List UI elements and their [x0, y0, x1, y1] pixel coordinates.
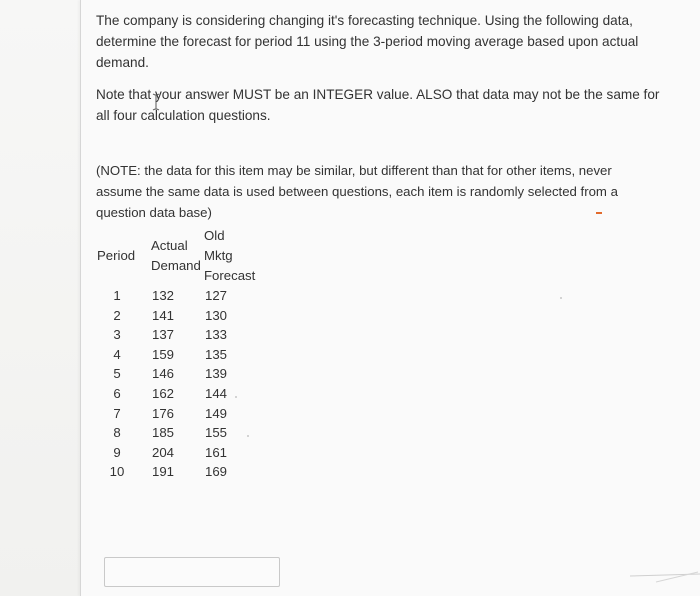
text-cursor-icon [152, 93, 160, 111]
actual-demand-cell: 137 [152, 327, 175, 343]
period-cell: 10 [109, 464, 125, 480]
pen-stroke-marks [630, 560, 700, 596]
old-forecast-cell: 127 [205, 288, 228, 303]
period-cell: 9 [113, 444, 121, 460]
old-forecast-cell: 139 [205, 366, 228, 382]
period-cell: 5 [113, 366, 121, 382]
table-row [97, 404, 264, 424]
period-cell: 8 [113, 425, 121, 441]
demand-data-table [97, 226, 264, 482]
actual-demand-cell: 146 [152, 366, 175, 382]
table-row [97, 345, 264, 365]
period-cell: 3 [113, 327, 121, 343]
old-mktg-forecast-header: Old Mktg Forecast [204, 228, 256, 283]
actual-demand-cell: 191 [152, 464, 175, 480]
old-forecast-cell: 155 [205, 425, 228, 441]
table-row [97, 306, 264, 326]
period-cell: 7 [113, 405, 121, 421]
dot-mark [247, 435, 249, 437]
old-forecast-cell: 130 [205, 307, 228, 323]
period-cell: 2 [113, 307, 121, 323]
actual-demand-cell: 132 [152, 288, 175, 303]
period-cell: 1 [113, 288, 121, 303]
actual-demand-cell: 159 [152, 346, 175, 362]
period-header: Period [97, 248, 136, 263]
old-forecast-cell: 144 [205, 385, 228, 401]
table-row [97, 423, 264, 443]
table-row [97, 364, 264, 384]
table-row [97, 443, 264, 463]
data-note-text: (NOTE: the data for this item may be similar, but different than that for other items, never assume the same data is used between questions, each item is randomly selected from a question data base) [96, 163, 618, 220]
question-text: The company is considering changing it's forecasting technique. Using the following data, determine the forecast for period 11 using the 3-period moving average based upon actual demand. [96, 13, 639, 70]
integer-note-text: Note that your answer MUST be an INTEGER value. ALSO that data may not be the same for all four calculation questions. [96, 87, 660, 123]
table-row [97, 384, 264, 404]
table-row [97, 325, 264, 345]
old-forecast-cell: 169 [205, 464, 228, 480]
actual-demand-cell: 141 [152, 307, 175, 323]
dot-mark [560, 297, 562, 299]
actual-demand-cell: 162 [152, 385, 175, 401]
table-row [97, 286, 264, 306]
orange-dash-mark [596, 212, 602, 214]
old-forecast-cell: 135 [205, 346, 228, 362]
answer-input[interactable] [104, 557, 280, 587]
table-row [97, 462, 264, 482]
actual-demand-cell: 176 [152, 405, 175, 421]
actual-demand-cell: 204 [152, 444, 175, 460]
dot-mark [235, 396, 237, 398]
period-cell: 4 [113, 346, 121, 362]
old-forecast-cell: 149 [205, 405, 228, 421]
period-cell: 6 [113, 385, 121, 401]
actual-demand-header: Actual Demand [151, 238, 201, 273]
table-header-row [97, 226, 264, 286]
actual-demand-cell: 185 [152, 425, 175, 441]
old-forecast-cell: 161 [205, 444, 228, 460]
old-forecast-cell: 133 [205, 327, 228, 343]
